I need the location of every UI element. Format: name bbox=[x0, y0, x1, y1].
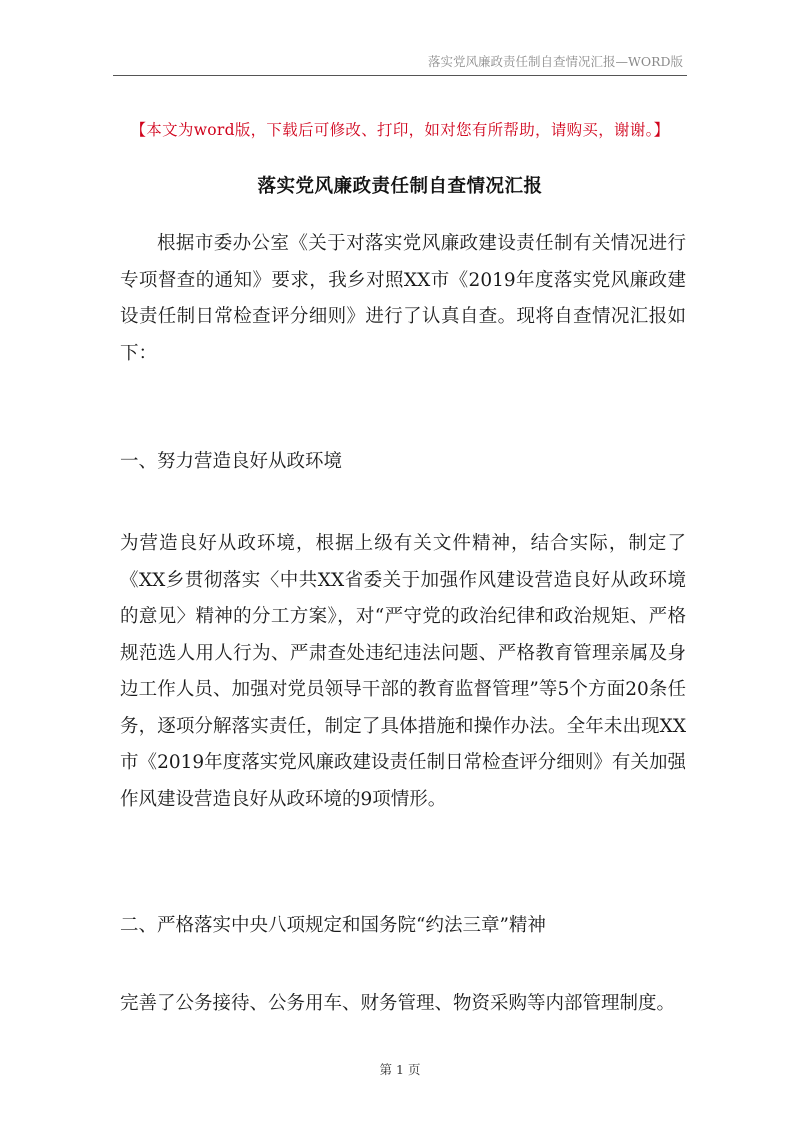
paragraph-section-1: 为营造良好从政环境，根据上级有关文件精神，结合实际，制定了《XX乡贯彻落实〈中共XX省委关于加强作风建设营造良好从政环境的意见〉精神的分工方案》，对“严守党的政治纪律和政治规矩、严格规范选人用人行为、严肃查处违纪违法问题、严格教育管理亲属及身边工作人员、加强对党员领导干部的教育监督管理”等5个方面20条任务，逐项分解落实责任，制定了具体措施和操作办法。全年未出现XX市《2019年度落实党风廉政建设责任制日常检查评分细则》有关加强作风建设营造良好从政环境的9项情形。 bbox=[120, 533, 686, 810]
document-title: 落实党风廉政责任制自查情况汇报 bbox=[257, 176, 543, 197]
paragraph-intro: 根据市委办公室《关于对落实党风廉政建设责任制有关情况进行专项督查的通知》要求，我乡对照XX市《2019年度落实党风廉政建设责任制日常检查评分细则》进行了认真自查。现将自查情况汇报如下： bbox=[120, 233, 686, 364]
page-number: 第 1 页 bbox=[379, 1062, 421, 1077]
paragraph-section-2: 完善了公务接待、公务用车、财务管理、物资采购等内部管理制度。 bbox=[120, 993, 676, 1014]
section-heading-2: 二、严格落实中央八项规定和国务院“约法三章”精神 bbox=[120, 915, 546, 936]
running-header: 落实党风廉政责任制自查情况汇报—WORD版 bbox=[427, 54, 683, 69]
section-heading-1: 一、努力营造良好从政环境 bbox=[120, 451, 343, 472]
purchase-notice: 【本文为word版，下载后可修改、打印，如对您有所帮助，请购买，谢谢。】 bbox=[130, 121, 670, 139]
header-divider bbox=[113, 75, 687, 76]
